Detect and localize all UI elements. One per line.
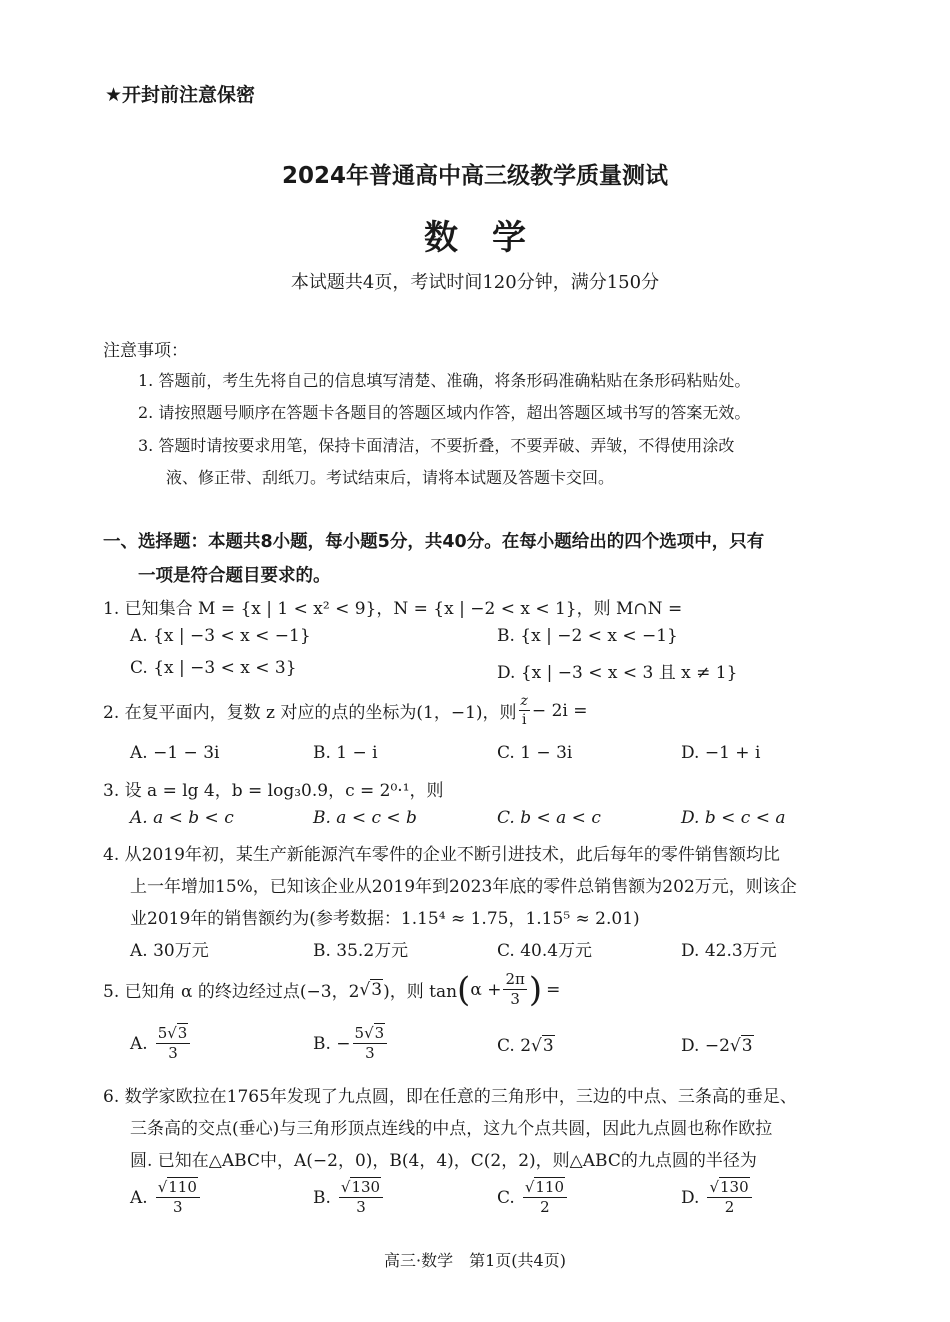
- q5-option-a-frac: [156, 1026, 191, 1061]
- q2-option-a: A. −1 − 3i: [130, 743, 220, 763]
- section-heading-cont: 一项是符合题目要求的。: [138, 566, 331, 586]
- q6-option-c-frac: [523, 1180, 567, 1215]
- q2-stem-text: 2. 在复平面内，复数 z 对应的点的坐标为(1，−1)，则: [103, 703, 517, 723]
- confidential-note: ★开封前注意保密: [105, 84, 256, 106]
- q6-stem-line1: 6. 数学家欧拉在1765年发现了九点圆，即在任意的三角形中，三边的中点、三条高的垂足、: [103, 1087, 797, 1107]
- q6-a-radicand: 110: [168, 1178, 197, 1196]
- q6-d-num: √130: [707, 1180, 751, 1198]
- q6-option-b-label: B.: [313, 1187, 331, 1208]
- q5-option-b: [313, 1026, 389, 1061]
- q5-b-radicand: 3: [374, 1024, 385, 1042]
- q2-option-c: C. 1 − 3i: [497, 743, 573, 763]
- q6-a-num: √110: [156, 1180, 200, 1198]
- q6-b-radicand: 130: [351, 1178, 381, 1196]
- q1-option-d: D. {x | −3 < x < 3 且 x ≠ 1}: [497, 663, 738, 683]
- q5-frac-num: 2π: [505, 970, 525, 988]
- q5-option-b-frac: [353, 1026, 388, 1061]
- q3-option-d: D. b < c < a: [681, 808, 786, 828]
- q6-option-a-label: A.: [130, 1187, 148, 1208]
- q2-stem: [103, 694, 587, 727]
- q6-option-d: [681, 1180, 754, 1215]
- q1-stem: 1. 已知集合 M = {x | 1 < x² < 9}，N = {x | −2 < x < 1}，则 M∩N =: [103, 599, 683, 619]
- sqrt-sign: √: [729, 1036, 741, 1056]
- q6-option-a: [130, 1180, 202, 1215]
- q5-sqrt-radicand: 3: [371, 980, 383, 1000]
- q4-stem-line2: 上一年增加15%，已知该企业从2019年到2023年底的零件总销售额为202万元，则该企: [130, 877, 797, 897]
- exam-info: 本试题共4页，考试时间120分钟，满分150分: [290, 272, 660, 293]
- q5-stem-text: 5. 已知角 α 的终边经过点(−3，2: [103, 982, 360, 1002]
- q4-option-d: D. 42.3万元: [681, 941, 777, 961]
- q5-option-c: [497, 1036, 555, 1056]
- q6-option-b: [313, 1180, 385, 1215]
- q5-b-coef: 5: [354, 1024, 365, 1042]
- q6-option-c-label: C.: [497, 1187, 515, 1208]
- q2-option-b: B. 1 − i: [313, 743, 378, 763]
- q6-c-num: √110: [523, 1180, 567, 1198]
- q5-stem-mid: )，则 tan: [383, 982, 458, 1002]
- q1-option-c: C. {x | −3 < x < 3}: [130, 658, 297, 678]
- q4-stem-line1: 4. 从2019年初，某生产新能源汽车零件的企业不断引进技术，此后每年的零件销售额均比: [103, 845, 780, 865]
- subject-title: 数 学: [424, 218, 526, 258]
- sqrt-sign: √: [359, 979, 371, 1000]
- q6-c-radicand: 110: [535, 1178, 565, 1196]
- q6-b-den: 3: [356, 1198, 366, 1216]
- q3-option-c: C. b < a < c: [497, 808, 601, 828]
- q5-option-c-label: C. 2: [497, 1036, 532, 1056]
- q5-d-radicand: 3: [741, 1036, 753, 1056]
- section-heading: 一、选择题：本题共8小题，每小题5分，共40分。在每小题给出的四个选项中，只有: [103, 532, 765, 552]
- exam-title: 2024年普通高中高三级教学质量测试: [281, 163, 668, 189]
- q5-option-a-label: A.: [130, 1033, 148, 1054]
- note-item: 2. 请按照题号顺序在答题卡各题目的答题区域内作答，超出答题区域书写的答案无效。: [138, 403, 751, 422]
- q5-option-a: [130, 1026, 192, 1061]
- left-paren: (: [457, 969, 471, 1010]
- note-item: 1. 答题前，考生先将自己的信息填写清楚、准确，将条形码准确粘贴在条形码粘贴处。: [138, 371, 751, 390]
- q2-stem-tail: − 2i =: [531, 700, 588, 721]
- q5-option-d-label: D. −2: [681, 1036, 730, 1056]
- q6-c-den: 2: [540, 1198, 550, 1216]
- q5-frac-den: 3: [510, 990, 520, 1008]
- q5-option-d: [681, 1036, 754, 1056]
- note-item: 液、修正带、刮纸刀。考试结束后，请将本试题及答题卡交回。: [166, 468, 615, 487]
- q5-a-coef: 5: [157, 1024, 168, 1042]
- q5-b-den: 3: [365, 1044, 375, 1062]
- q6-stem-line3: 圆. 已知在△ABC中，A(−2，0)，B(4，4)，C(2，2)，则△ABC的九点圆的半径为: [130, 1151, 757, 1171]
- q6-option-d-label: D.: [681, 1187, 700, 1208]
- q6-option-c: [497, 1180, 569, 1215]
- q3-stem: 3. 设 a = lg 4，b = log₃0.9，c = 2⁰·¹，则: [103, 781, 444, 801]
- q5-a-num: 5√3: [156, 1026, 191, 1044]
- q2-frac-den: i: [521, 712, 527, 728]
- q6-d-den: 2: [724, 1198, 735, 1216]
- q1-option-b: B. {x | −2 < x < −1}: [497, 626, 678, 646]
- q4-option-a: A. 30万元: [130, 941, 209, 961]
- q5-fraction: [503, 972, 526, 1007]
- sqrt-sign: √: [531, 1036, 542, 1056]
- q5-paren-text: α +: [470, 979, 502, 1000]
- q6-option-b-frac: [339, 1180, 383, 1215]
- q5-stem-tail: =: [546, 979, 561, 1000]
- q4-stem-line3: 业2019年的销售额约为(参考数据：1.15⁴ ≈ 1.75，1.15⁵ ≈ 2.01): [130, 909, 640, 929]
- q6-b-num: √130: [339, 1180, 383, 1198]
- q1-option-a: A. {x | −3 < x < −1}: [130, 626, 311, 646]
- right-paren: ): [528, 969, 543, 1010]
- q3-option-b: B. a < c < b: [313, 808, 417, 828]
- q4-option-c: C. 40.4万元: [497, 941, 593, 961]
- q5-stem: [103, 969, 561, 1010]
- q4-option-b: B. 35.2万元: [313, 941, 409, 961]
- q2-fraction: [519, 694, 530, 727]
- q5-c-radicand: 3: [542, 1036, 554, 1056]
- q5-a-radicand: 3: [177, 1024, 188, 1042]
- q6-stem-line2: 三条高的交点(垂心)与三角形顶点连线的中点，这九个点共圆，因此九点圆也称作欧拉: [130, 1119, 773, 1139]
- q6-d-radicand: 130: [720, 1178, 749, 1196]
- q3-option-a: A. a < b < c: [130, 808, 234, 828]
- q6-option-a-frac: [156, 1180, 200, 1215]
- q5-a-den: 3: [168, 1044, 178, 1062]
- q2-option-d: D. −1 + i: [681, 743, 761, 763]
- page-footer: 高三·数学 第1页(共4页): [384, 1251, 566, 1270]
- notes-heading: 注意事项：: [103, 341, 188, 361]
- q6-a-den: 3: [173, 1198, 183, 1216]
- note-item: 3. 答题时请按要求用笔，保持卡面清洁，不要折叠，不要弄破、弄皱，不得使用涂改: [138, 436, 735, 455]
- q5-b-num: 5√3: [353, 1026, 388, 1044]
- q6-option-d-frac: [707, 1180, 751, 1215]
- q2-frac-num: z: [520, 693, 528, 709]
- q5-option-b-label: B. −: [313, 1033, 351, 1054]
